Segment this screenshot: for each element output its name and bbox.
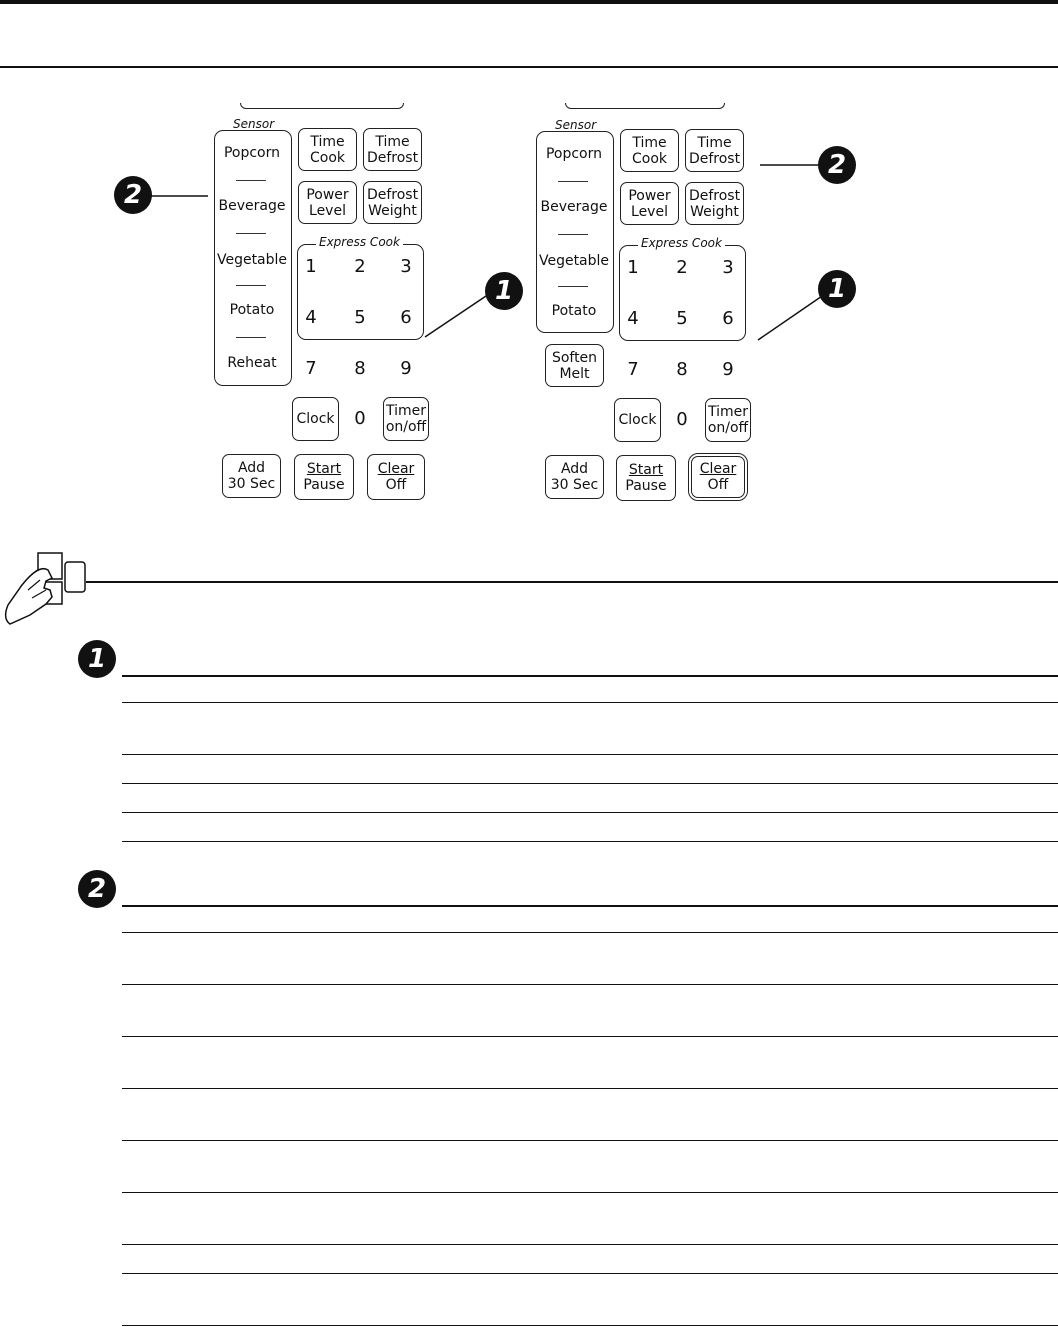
right-time-defrost-button[interactable]: Time Defrost (685, 129, 744, 172)
right-power-level-button[interactable]: Power Level (620, 182, 679, 225)
section-rule (86, 581, 1058, 583)
right-sensor-potato[interactable]: Potato (551, 303, 597, 319)
left-digit-5[interactable]: 5 (354, 307, 366, 328)
right-start-pause-button[interactable]: Start Pause (616, 455, 676, 501)
right-digit-6[interactable]: 6 (722, 308, 734, 329)
left-express-cook-label: Express Cook (316, 235, 403, 249)
left-digit-3[interactable]: 3 (400, 256, 412, 277)
right-sensor-label: Sensor (555, 118, 597, 132)
right-defrost-weight-button[interactable]: Defrost Weight (685, 182, 744, 225)
right-digit-8[interactable]: 8 (676, 359, 688, 380)
left-digit-6[interactable]: 6 (400, 307, 412, 328)
left-time-defrost-button[interactable]: Time Defrost (363, 128, 422, 171)
left-digit-1[interactable]: 1 (305, 256, 317, 277)
left-sensor-vegetable[interactable]: Vegetable (216, 252, 288, 268)
callout-1-left: 1 (485, 272, 523, 310)
left-clock-button[interactable]: Clock (292, 397, 339, 441)
callout-2-right: 2 (818, 146, 856, 184)
left-sensor-label: Sensor (233, 117, 275, 131)
right-digit-7[interactable]: 7 (627, 359, 639, 380)
right-digit-1[interactable]: 1 (627, 257, 639, 278)
left-start-pause-button[interactable]: Start Pause (294, 454, 354, 500)
right-add30-button[interactable]: Add 30 Sec (545, 455, 604, 499)
right-digit-9[interactable]: 9 (722, 359, 734, 380)
callout-2-left: 2 (114, 176, 152, 214)
left-digit-4[interactable]: 4 (305, 307, 317, 328)
left-digit-8[interactable]: 8 (354, 358, 366, 379)
right-clock-button[interactable]: Clock (614, 398, 661, 442)
right-digit-2[interactable]: 2 (676, 257, 688, 278)
right-sensor-popcorn[interactable]: Popcorn (545, 146, 603, 162)
left-digit-0[interactable]: 0 (354, 408, 366, 429)
right-digit-5[interactable]: 5 (676, 308, 688, 329)
right-time-cook-button[interactable]: Time Cook (620, 129, 679, 172)
left-digit-2[interactable]: 2 (354, 256, 366, 277)
left-defrost-weight-button[interactable]: Defrost Weight (363, 181, 422, 224)
left-digit-9[interactable]: 9 (400, 358, 412, 379)
section-2-marker: 2 (78, 870, 116, 908)
right-timer-button[interactable]: Timer on/off (705, 398, 751, 442)
left-digit-7[interactable]: 7 (305, 358, 317, 379)
left-power-level-button[interactable]: Power Level (298, 181, 357, 224)
left-time-cook-button[interactable]: Time Cook (298, 128, 357, 171)
right-digit-3[interactable]: 3 (722, 257, 734, 278)
right-sensor-beverage[interactable]: Beverage (540, 199, 608, 215)
left-clear-off-button[interactable]: Clear Off (367, 454, 425, 500)
section-1-marker: 1 (78, 640, 116, 678)
right-digit-4[interactable]: 4 (627, 308, 639, 329)
right-express-cook-label: Express Cook (638, 236, 725, 250)
left-sensor-reheat[interactable]: Reheat (227, 355, 277, 371)
left-timer-button[interactable]: Timer on/off (383, 397, 429, 441)
right-digit-0[interactable]: 0 (676, 409, 688, 430)
left-sensor-potato[interactable]: Potato (229, 302, 275, 318)
right-soften-melt-button[interactable]: Soften Melt (545, 344, 604, 387)
left-add30-button[interactable]: Add 30 Sec (222, 454, 281, 498)
left-sensor-beverage[interactable]: Beverage (218, 198, 286, 214)
left-sensor-popcorn[interactable]: Popcorn (223, 145, 281, 161)
callout-1-right: 1 (818, 270, 856, 308)
right-sensor-vegetable[interactable]: Vegetable (538, 253, 610, 269)
right-clear-off-button[interactable]: Clear Off (691, 456, 745, 498)
